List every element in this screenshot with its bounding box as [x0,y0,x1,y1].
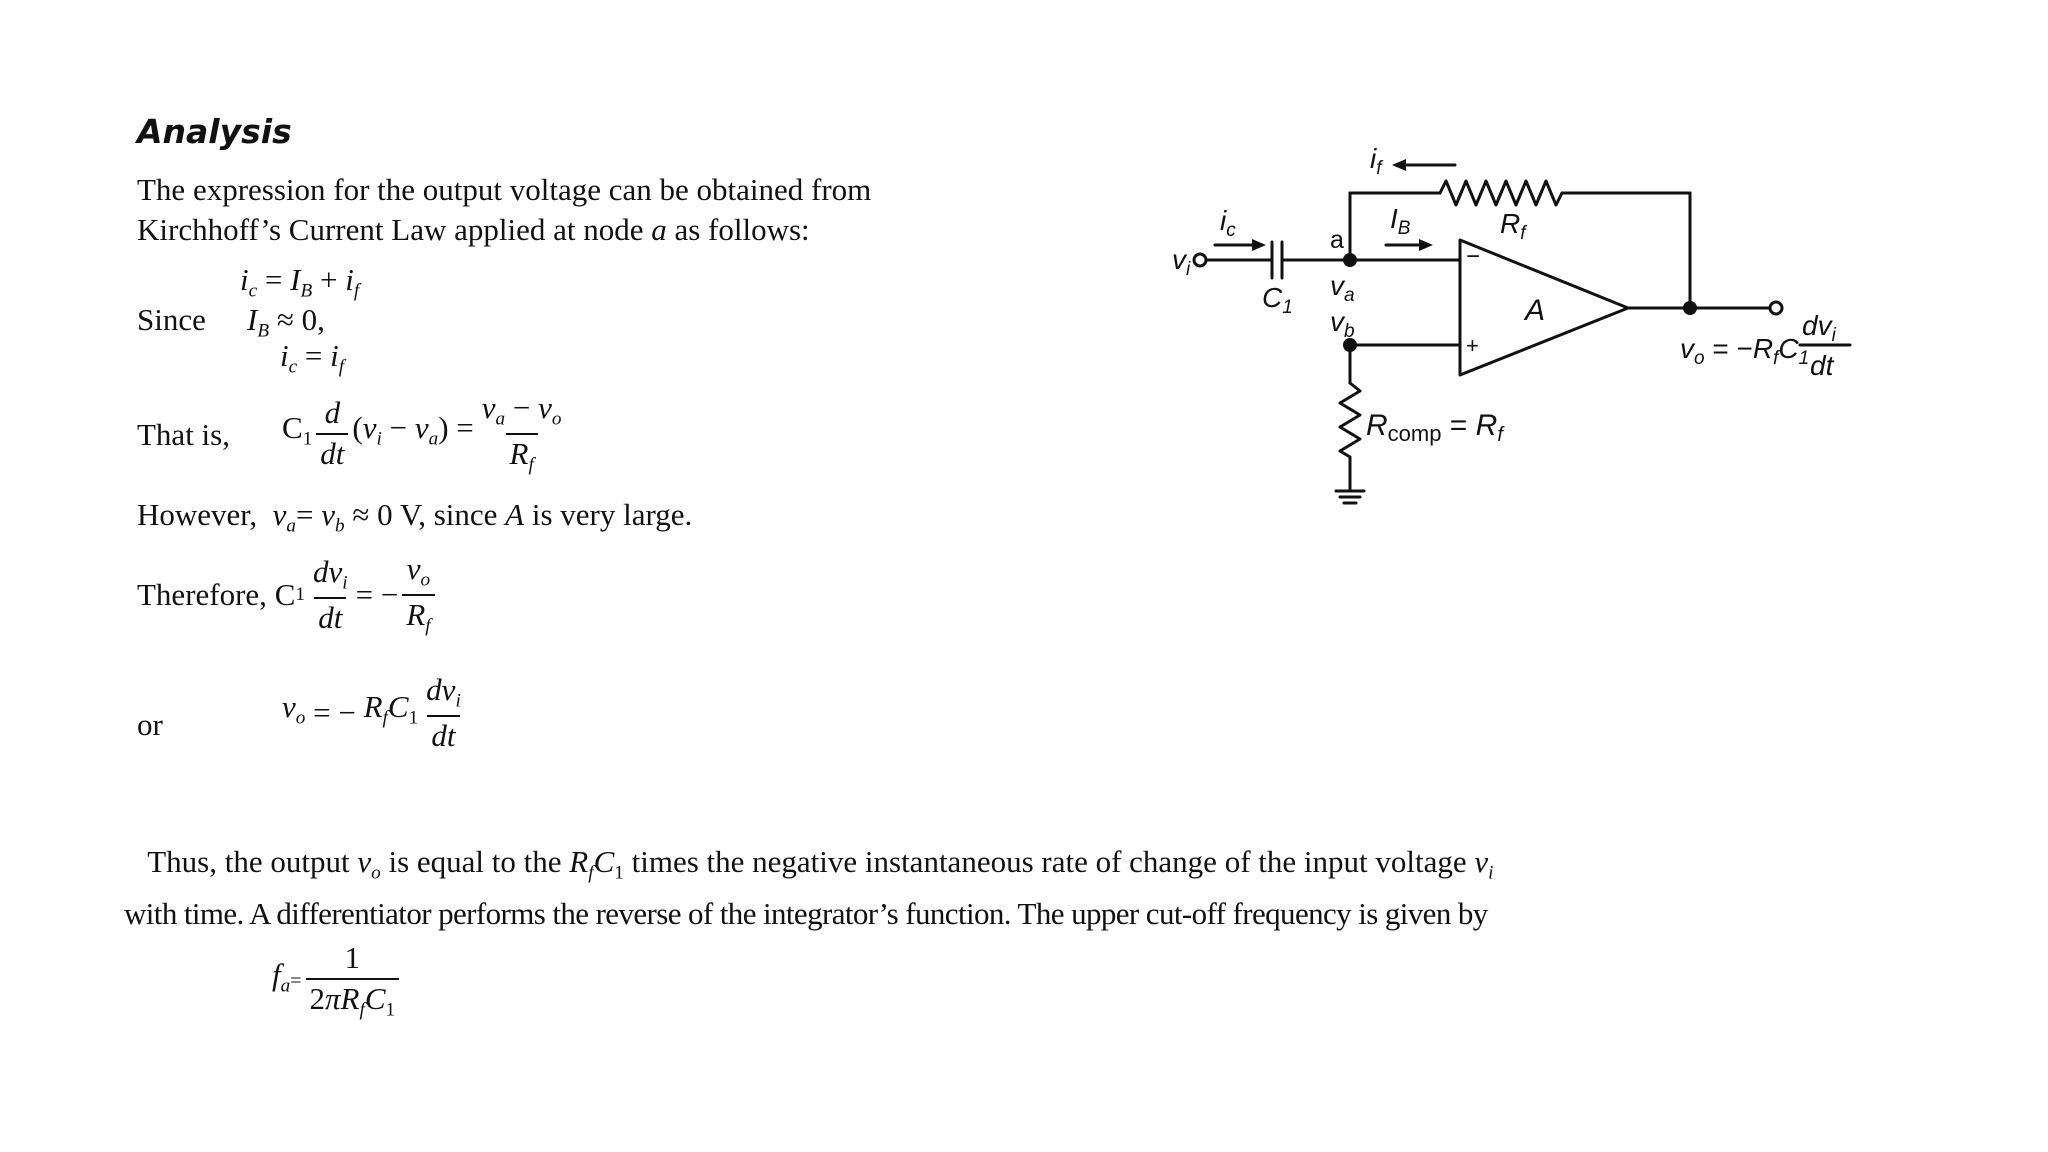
node-a-dot [1343,253,1357,267]
equation-kcl: $i_c = I_B + i_f$ [240,262,360,302]
label-if: $i_f$ [1370,143,1382,179]
equation-va-vb: $v_a= v_b \approx 0$ V, [272,497,426,537]
ib-arrowhead [1419,239,1433,251]
conclusion-line-1: Thus, the output $v_o$ is equal to the $R_fC_1$ times the negative instantaneous rate of change of the input voltage $v_i$ [147,844,1494,884]
label-rf: $R_f$ [1500,208,1526,244]
equation-therefore: C 1 $\frac{dv_i}{dt}$ = − $\frac{v_o}{R_f}$ [267,553,439,637]
however-label: However, [137,497,258,532]
label-output-num: $dv_i$ [1802,310,1836,346]
differentiator-circuit-diagram [1150,135,1910,525]
output-node-dot [1683,301,1697,315]
however-tail: since [433,497,506,532]
therefore-line [137,553,439,637]
if-arrowhead [1392,159,1406,171]
node-a-ref: a [651,212,667,247]
however-line [137,495,692,547]
gain-A-ref: A [505,497,525,532]
label-node-a: a [1330,226,1344,254]
intro-text: Kirchhoff’s Current Law applied at node [137,212,652,247]
intro-text-tail: as follows: [666,212,810,247]
equation-ib-approx: $I_B \approx 0$, [247,302,325,342]
equation-thatis: $C_1$ $\frac{d}{dt}$ $(v_i - v_a)$ = $\frac{v_a - v_o}{R_f}$ [282,390,562,476]
thatis-label: That is, [137,417,230,452]
label-vb: $v_b$ [1330,306,1355,342]
cutoff-numerator: 1 [344,940,361,975]
conclusion-paragraph [124,842,1493,934]
equation-vo: $v_o$ = − $R_fC_1$ $\frac{dv_i}{dt}$ [282,672,461,753]
label-ic: $i_c$ [1220,205,1236,241]
label-rcomp: $R_{comp} = R_f$ [1366,409,1503,446]
intro-line-1: The expression for the output voltage can be obtained from [137,172,872,207]
label-vi: $v_i$ [1172,244,1191,280]
feedback-resistor-rf [1440,181,1562,205]
label-va: $v_a$ [1330,270,1355,306]
label-output-den: dt [1810,350,1834,381]
label-output: $v_o = -R_fC_1$ [1680,333,1810,369]
equation-ic-equals-if: $i_c = i_f$ [280,338,345,378]
however-tail-end: is very large. [524,497,693,532]
section-heading: Analysis [137,112,292,151]
equation-cutoff: $f_a$ = $\frac{1}{2\pi R_fC_1}$ [272,942,403,1020]
label-ib: $I_B$ [1390,203,1411,239]
since-label: Since [137,302,206,337]
intro-paragraph [137,170,871,250]
intro-line-2 [137,210,871,250]
input-terminal [1194,254,1206,266]
cutoff-denominator: $2\pi R_fC_1$ [306,978,400,1021]
label-plus: + [1466,333,1479,358]
label-minus: − [1466,243,1481,270]
ic-arrowhead [1252,239,1266,251]
label-c1: $C_1$ [1262,282,1293,318]
conclusion-line-2: with time. A differentiator performs the reverse of the integrator’s function. The upper cut-off frequency is given by [124,895,1488,931]
rcomp-resistor [1340,383,1360,457]
therefore-label: Therefore, [137,576,267,612]
label-amp-a: A [1525,294,1546,327]
output-terminal [1770,302,1782,314]
cutoff-lhs: $f_a$ [272,957,291,998]
or-label: or [137,707,163,742]
